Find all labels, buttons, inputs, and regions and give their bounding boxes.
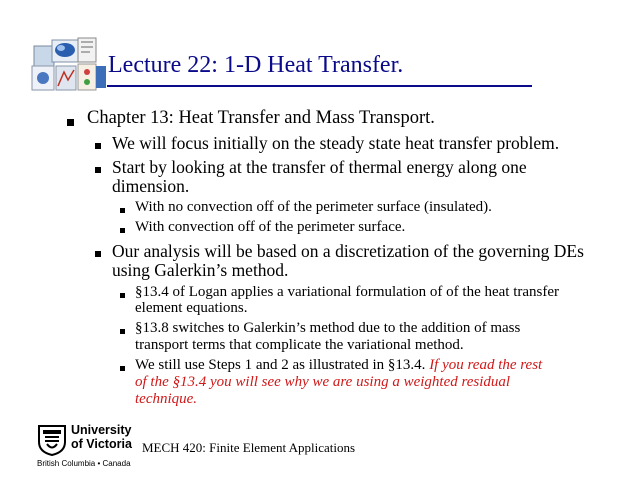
bullet-marker [95, 143, 101, 149]
university-name: University of Victoria [71, 423, 132, 451]
bullet-thermal-energy: Start by looking at the transfer of thermal energy along one [112, 157, 527, 177]
bullet-logan-cont: element equations. [135, 300, 248, 316]
slide-title: Lecture 22: 1-D Heat Transfer. [108, 52, 404, 78]
bullet-analysis-cont: using Galerkin’s method. [112, 260, 289, 280]
lecture-logo-icon [28, 36, 110, 94]
bullet-marker [120, 208, 125, 213]
bullet-analysis: Our analysis will be based on a discretization of the governing DEs [112, 241, 584, 261]
bullet-steps-emphasis-cont: of the §13.4 you will see why we are using a weighted residual [135, 374, 511, 390]
university-crest-icon [37, 424, 67, 456]
bullet-marker [120, 329, 125, 334]
course-footer: MECH 420: Finite Element Applications [142, 440, 356, 455]
university-logo [37, 424, 132, 472]
bullet-logan: §13.4 of Logan applies a variational formulation of of the heat transfer [135, 284, 560, 300]
bullet-marker [120, 228, 125, 233]
bullet-marker [67, 119, 74, 126]
bullet-marker [120, 293, 125, 298]
bullet-thermal-energy-cont: dimension. [112, 176, 190, 196]
bullet-marker [95, 251, 101, 257]
title-underline [107, 85, 532, 87]
bullet-steps-emphasis-end: technique. [135, 391, 198, 407]
bullet-steps-emphasis: If you read the rest [429, 357, 543, 373]
bullet-chapter: Chapter 13: Heat Transfer and Mass Transport. [87, 108, 435, 128]
university-location: British Columbia • Canada [37, 459, 131, 468]
bullet-galerkin-switch-cont: transport terms that complicate the variational method. [135, 337, 464, 353]
bullet-steps [135, 357, 542, 374]
bullet-marker [95, 167, 101, 173]
bullet-steady-state: We will focus initially on the steady state heat transfer problem. [112, 133, 560, 153]
bullet-galerkin-switch: §13.8 switches to Galerkin’s method due to the addition of mass [135, 320, 521, 336]
bullet-with-convection: With convection off of the perimeter surface. [135, 219, 406, 235]
bullet-marker [120, 366, 125, 371]
bullet-steps-text: We still use Steps 1 and 2 as illustrated in §13.4. [135, 357, 426, 373]
bullet-no-convection: With no convection off of the perimeter surface (insulated). [135, 199, 492, 215]
